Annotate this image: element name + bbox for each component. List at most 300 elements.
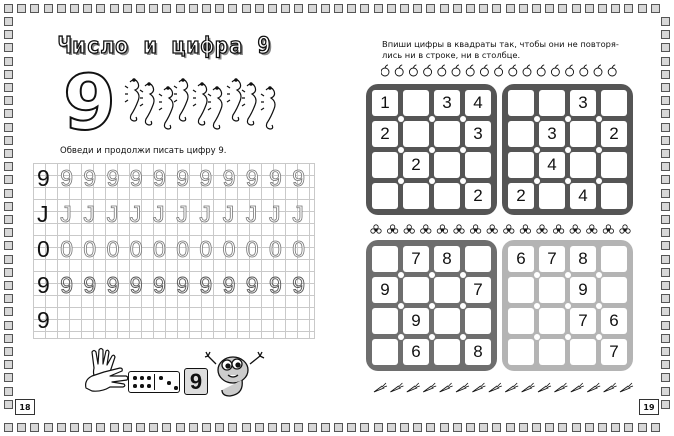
frame-square bbox=[413, 4, 422, 13]
trace-digit: 9 bbox=[60, 165, 73, 191]
grid-dot bbox=[460, 272, 466, 278]
trace-digit: J bbox=[153, 201, 165, 227]
frame-square bbox=[228, 423, 237, 432]
sudoku-grid-1 bbox=[366, 84, 497, 215]
sudoku-grid-2 bbox=[502, 84, 633, 215]
right-instruction: Впиши цифры в квадраты так, чтобы они не повторя-лись ни в строке, ни в столбце. bbox=[382, 39, 619, 60]
frame-square bbox=[4, 228, 13, 237]
sudoku-cell[interactable] bbox=[465, 246, 491, 272]
trace-digit: J bbox=[222, 201, 235, 227]
grid-dot bbox=[596, 178, 602, 184]
grid-dot bbox=[596, 116, 602, 122]
frame-square bbox=[4, 334, 13, 343]
frame-square bbox=[661, 17, 670, 26]
sudoku-cell[interactable] bbox=[508, 152, 534, 178]
frame-square bbox=[321, 423, 330, 432]
sudoku-cell[interactable] bbox=[403, 277, 429, 303]
sudoku-cell[interactable] bbox=[465, 152, 491, 178]
sudoku-cell[interactable] bbox=[508, 277, 534, 303]
sudoku-cell[interactable] bbox=[539, 339, 565, 365]
frame-square bbox=[426, 4, 435, 13]
frame-square bbox=[661, 334, 670, 343]
trace-digit: 9 bbox=[176, 165, 189, 191]
frame-square bbox=[123, 4, 132, 13]
frame-square bbox=[532, 4, 541, 13]
frame-square bbox=[661, 162, 670, 171]
trace-digit: 9 bbox=[60, 272, 73, 298]
grid-dot bbox=[534, 116, 540, 122]
trace-digit: 9 bbox=[222, 272, 236, 298]
grid-dot bbox=[398, 178, 404, 184]
carrot-icons bbox=[368, 382, 636, 394]
frame-square bbox=[4, 321, 13, 330]
frame-square bbox=[651, 423, 660, 432]
frame-square bbox=[661, 136, 670, 145]
frame-square bbox=[661, 321, 670, 330]
trace-digit: 9 bbox=[222, 165, 236, 191]
grid-dot bbox=[398, 147, 404, 153]
frame-square bbox=[4, 70, 13, 79]
frame-square bbox=[661, 347, 670, 356]
frame-square bbox=[4, 347, 13, 356]
flower-icons bbox=[368, 224, 636, 236]
frame-square bbox=[70, 4, 79, 13]
trace-digit: 9 bbox=[176, 272, 189, 298]
trace-digit: 9 bbox=[106, 165, 120, 191]
frame-square bbox=[661, 387, 670, 396]
grid-dot bbox=[565, 147, 571, 153]
trace-digit: J bbox=[176, 201, 188, 227]
grid-dot bbox=[565, 272, 571, 278]
frame-square bbox=[360, 4, 369, 13]
trace-digit: 0 bbox=[176, 236, 189, 262]
frame-square bbox=[70, 423, 79, 432]
sudoku-cell[interactable] bbox=[372, 339, 398, 365]
frame-square bbox=[17, 4, 26, 13]
grid-dot bbox=[429, 334, 435, 340]
frame-square bbox=[598, 4, 607, 13]
frame-square bbox=[334, 4, 343, 13]
grid-dot bbox=[460, 147, 466, 153]
frame-square bbox=[4, 109, 13, 118]
frame-square bbox=[17, 423, 26, 432]
trace-digit: 9 bbox=[245, 272, 259, 298]
trace-digit: 0 bbox=[199, 236, 213, 262]
trace-digit: 9 bbox=[129, 165, 143, 191]
grid-dot bbox=[398, 303, 404, 309]
frame-square bbox=[661, 373, 670, 382]
frame-square bbox=[413, 423, 422, 432]
frame-square bbox=[4, 189, 13, 198]
sudoku-cell[interactable] bbox=[539, 308, 565, 334]
frame-square bbox=[255, 4, 264, 13]
sudoku-cell[interactable] bbox=[601, 277, 627, 303]
frame-square bbox=[136, 423, 145, 432]
hands-icon bbox=[82, 346, 132, 394]
frame-square bbox=[611, 423, 620, 432]
frame-square bbox=[149, 4, 158, 13]
grid-dot bbox=[460, 116, 466, 122]
trace-digit: 9 bbox=[199, 165, 213, 191]
trace-digit: 0 bbox=[292, 236, 305, 262]
frame-square bbox=[651, 4, 660, 13]
frame-square bbox=[572, 4, 581, 13]
frame-square bbox=[400, 423, 409, 432]
sudoku-cell[interactable]: 7 bbox=[570, 308, 596, 334]
trace-digit: 0 bbox=[106, 236, 120, 262]
nine-card: 9 bbox=[184, 368, 208, 395]
trace-digit: 9 bbox=[199, 272, 213, 298]
sudoku-cell[interactable]: 8 bbox=[570, 246, 596, 272]
grid-dot bbox=[460, 178, 466, 184]
seahorse-icons bbox=[120, 76, 280, 134]
grid-dot bbox=[398, 116, 404, 122]
frame-square bbox=[400, 4, 409, 13]
frame-square bbox=[661, 202, 670, 211]
grid-dot bbox=[596, 147, 602, 153]
sudoku-grid-3 bbox=[366, 240, 497, 371]
trace-digit: J bbox=[60, 201, 72, 227]
frame-square bbox=[4, 149, 13, 158]
sudoku-cell[interactable] bbox=[434, 308, 460, 334]
apple-icons bbox=[381, 64, 621, 78]
sudoku-cell[interactable] bbox=[508, 90, 534, 116]
frame-square bbox=[96, 4, 105, 13]
sudoku-cell[interactable] bbox=[601, 90, 627, 116]
sudoku-cell[interactable]: 3 bbox=[570, 90, 596, 116]
frame-square bbox=[347, 4, 356, 13]
frame-square bbox=[4, 281, 13, 290]
frame-square bbox=[545, 4, 554, 13]
sudoku-cell[interactable] bbox=[372, 183, 398, 209]
frame-square bbox=[4, 136, 13, 145]
frame-square bbox=[572, 423, 581, 432]
sudoku-cell[interactable] bbox=[434, 277, 460, 303]
sudoku-cell[interactable]: 3 bbox=[539, 121, 565, 147]
sudoku-cell[interactable] bbox=[539, 90, 565, 116]
writing-grid bbox=[33, 163, 315, 339]
sudoku-cell[interactable]: 7 bbox=[465, 277, 491, 303]
frame-square bbox=[242, 423, 251, 432]
frame-square bbox=[661, 215, 670, 224]
frame-square bbox=[440, 4, 449, 13]
frame-square bbox=[453, 423, 462, 432]
frame-square bbox=[110, 4, 119, 13]
grid-dot bbox=[534, 334, 540, 340]
frame-square bbox=[387, 4, 396, 13]
frame-square bbox=[30, 4, 39, 13]
nine-character-icon bbox=[204, 350, 268, 398]
frame-square bbox=[611, 4, 620, 13]
trace-digit: J bbox=[83, 201, 95, 227]
frame-square bbox=[624, 423, 633, 432]
grid-dot bbox=[398, 334, 404, 340]
frame-square bbox=[215, 423, 224, 432]
frame-square bbox=[255, 423, 264, 432]
frame-square bbox=[479, 4, 488, 13]
frame-square bbox=[661, 294, 670, 303]
frame-square bbox=[374, 423, 383, 432]
sudoku-cell[interactable] bbox=[539, 183, 565, 209]
grid-dot bbox=[460, 334, 466, 340]
grid-dot bbox=[565, 116, 571, 122]
frame-square bbox=[4, 202, 13, 211]
frame-square bbox=[4, 241, 13, 250]
sudoku-cell[interactable] bbox=[465, 308, 491, 334]
frame-square bbox=[4, 423, 13, 432]
frame-square bbox=[661, 400, 670, 409]
sudoku-cell[interactable]: 2 bbox=[465, 183, 491, 209]
frame-square bbox=[4, 30, 13, 39]
frame-square bbox=[519, 423, 528, 432]
frame-square bbox=[4, 17, 13, 26]
frame-square bbox=[334, 423, 343, 432]
frame-square bbox=[123, 423, 132, 432]
sudoku-cell[interactable] bbox=[434, 183, 460, 209]
sudoku-cell[interactable] bbox=[508, 339, 534, 365]
frame-square bbox=[4, 255, 13, 264]
frame-square bbox=[4, 175, 13, 184]
frame-square bbox=[4, 57, 13, 66]
sudoku-cell[interactable] bbox=[434, 152, 460, 178]
trace-digit: 0 bbox=[269, 236, 282, 262]
frame-square bbox=[136, 4, 145, 13]
frame-square bbox=[661, 109, 670, 118]
frame-square bbox=[532, 423, 541, 432]
page-number-right: 19 bbox=[639, 399, 659, 415]
frame-square bbox=[44, 423, 53, 432]
trace-digit: 0 bbox=[245, 236, 259, 262]
sudoku-cell[interactable]: 4 bbox=[539, 152, 565, 178]
frame-square bbox=[57, 423, 66, 432]
sudoku-cell[interactable] bbox=[601, 246, 627, 272]
trace-digit: 9 bbox=[37, 165, 50, 191]
frame-square bbox=[228, 4, 237, 13]
frame-square bbox=[162, 4, 171, 13]
sudoku-cell[interactable] bbox=[508, 308, 534, 334]
grid-dot bbox=[429, 303, 435, 309]
grid-dot bbox=[565, 178, 571, 184]
sudoku-cell[interactable]: 2 bbox=[372, 121, 398, 147]
frame-square bbox=[661, 228, 670, 237]
grid-dot bbox=[534, 178, 540, 184]
frame-square bbox=[4, 387, 13, 396]
trace-digit: 9 bbox=[153, 165, 166, 191]
sudoku-grid-4 bbox=[502, 240, 633, 371]
frame-square bbox=[661, 307, 670, 316]
frame-square bbox=[189, 423, 198, 432]
sudoku-cell[interactable]: 2 bbox=[601, 121, 627, 147]
frame-square bbox=[661, 255, 670, 264]
sudoku-cell[interactable]: 8 bbox=[434, 246, 460, 272]
frame-square bbox=[638, 4, 647, 13]
sudoku-cell[interactable]: 3 bbox=[434, 90, 460, 116]
sudoku-cell[interactable]: 3 bbox=[465, 121, 491, 147]
sudoku-cell[interactable]: 9 bbox=[403, 308, 429, 334]
trace-digit: 9 bbox=[269, 165, 282, 191]
sudoku-cell[interactable]: 6 bbox=[403, 339, 429, 365]
trace-digit: J bbox=[269, 201, 281, 227]
trace-digit: 9 bbox=[83, 272, 97, 298]
frame-square bbox=[321, 4, 330, 13]
frame-square bbox=[149, 423, 158, 432]
trace-digit: J bbox=[292, 201, 304, 227]
frame-square bbox=[440, 423, 449, 432]
grid-dot bbox=[429, 272, 435, 278]
trace-digit: 9 bbox=[106, 272, 120, 298]
frame-square bbox=[4, 360, 13, 369]
sudoku-cell[interactable]: 2 bbox=[403, 152, 429, 178]
grid-dot bbox=[565, 334, 571, 340]
sudoku-cell[interactable] bbox=[508, 121, 534, 147]
frame-square bbox=[44, 4, 53, 13]
grid-dot bbox=[596, 334, 602, 340]
sudoku-cell[interactable] bbox=[434, 339, 460, 365]
grid-dot bbox=[565, 303, 571, 309]
frame-square bbox=[308, 423, 317, 432]
frame-square bbox=[83, 4, 92, 13]
frame-square bbox=[661, 57, 670, 66]
sudoku-cell[interactable]: 4 bbox=[465, 90, 491, 116]
frame-square bbox=[162, 423, 171, 432]
frame-square bbox=[585, 4, 594, 13]
frame-square bbox=[661, 268, 670, 277]
domino-card bbox=[128, 371, 180, 393]
grid-dot bbox=[596, 272, 602, 278]
sudoku-cell[interactable]: 6 bbox=[508, 246, 534, 272]
sudoku-cell[interactable] bbox=[434, 121, 460, 147]
frame-square bbox=[242, 4, 251, 13]
big-digit-nine: 9 bbox=[63, 58, 116, 147]
frame-square bbox=[466, 423, 475, 432]
trace-digit: J bbox=[37, 201, 49, 227]
frame-square bbox=[176, 423, 185, 432]
frame-square bbox=[624, 4, 633, 13]
sudoku-cell[interactable] bbox=[570, 339, 596, 365]
frame-square bbox=[215, 4, 224, 13]
frame-square bbox=[661, 175, 670, 184]
frame-square bbox=[466, 4, 475, 13]
frame-square bbox=[202, 4, 211, 13]
frame-square bbox=[558, 4, 567, 13]
frame-square bbox=[96, 423, 105, 432]
frame-square bbox=[4, 294, 13, 303]
grid-dot bbox=[534, 147, 540, 153]
sudoku-cell[interactable] bbox=[372, 308, 398, 334]
frame-square bbox=[57, 4, 66, 13]
sudoku-cell[interactable]: 7 bbox=[601, 339, 627, 365]
trace-digit: 0 bbox=[153, 236, 166, 262]
sudoku-cell[interactable]: 6 bbox=[601, 308, 627, 334]
sudoku-cell[interactable]: 7 bbox=[539, 246, 565, 272]
frame-square bbox=[4, 400, 13, 409]
trace-digit: J bbox=[245, 201, 258, 227]
sudoku-cell[interactable] bbox=[403, 121, 429, 147]
trace-digit: 9 bbox=[153, 272, 166, 298]
frame-square bbox=[83, 423, 92, 432]
sudoku-cell[interactable] bbox=[403, 90, 429, 116]
trace-digit: 9 bbox=[37, 272, 50, 298]
frame-square bbox=[4, 373, 13, 382]
frame-square bbox=[661, 281, 670, 290]
frame-square bbox=[661, 241, 670, 250]
frame-square bbox=[492, 4, 501, 13]
frame-square bbox=[308, 4, 317, 13]
frame-square bbox=[506, 4, 515, 13]
frame-square bbox=[4, 123, 13, 132]
trace-digit: 9 bbox=[269, 272, 282, 298]
frame-square bbox=[4, 4, 13, 13]
grid-dot bbox=[460, 303, 466, 309]
frame-square bbox=[585, 423, 594, 432]
trace-digit: 0 bbox=[60, 236, 73, 262]
sudoku-cell[interactable]: 9 bbox=[372, 277, 398, 303]
sudoku-cell[interactable] bbox=[372, 152, 398, 178]
grid-dot bbox=[429, 178, 435, 184]
frame-square bbox=[30, 423, 39, 432]
page-number-left: 18 bbox=[15, 399, 35, 415]
frame-square bbox=[110, 423, 119, 432]
trace-digit: J bbox=[199, 201, 211, 227]
sudoku-cell[interactable]: 9 bbox=[570, 277, 596, 303]
sudoku-cell[interactable]: 7 bbox=[403, 246, 429, 272]
frame-square bbox=[281, 4, 290, 13]
frame-square bbox=[661, 70, 670, 79]
trace-digit: 0 bbox=[37, 236, 50, 262]
sudoku-cell[interactable] bbox=[601, 152, 627, 178]
sudoku-cell[interactable]: 2 bbox=[508, 183, 534, 209]
frame-square bbox=[453, 4, 462, 13]
frame-square bbox=[638, 423, 647, 432]
trace-digit: 9 bbox=[292, 272, 305, 298]
sudoku-cell[interactable]: 1 bbox=[372, 90, 398, 116]
sudoku-cell[interactable] bbox=[570, 152, 596, 178]
frame-square bbox=[558, 423, 567, 432]
sudoku-cell[interactable] bbox=[372, 246, 398, 272]
sudoku-cell[interactable]: 8 bbox=[465, 339, 491, 365]
frame-square bbox=[492, 423, 501, 432]
frame-square bbox=[176, 4, 185, 13]
frame-square bbox=[281, 423, 290, 432]
trace-digit: 9 bbox=[37, 307, 50, 333]
sudoku-cell[interactable] bbox=[601, 183, 627, 209]
frame-square bbox=[661, 149, 670, 158]
sudoku-cell[interactable] bbox=[570, 121, 596, 147]
sudoku-cell[interactable]: 4 bbox=[570, 183, 596, 209]
frame-square bbox=[189, 4, 198, 13]
frame-square bbox=[360, 423, 369, 432]
frame-square bbox=[506, 423, 515, 432]
frame-square bbox=[661, 360, 670, 369]
frame-square bbox=[4, 307, 13, 316]
frame-square bbox=[661, 83, 670, 92]
grid-dot bbox=[429, 147, 435, 153]
trace-digit: 9 bbox=[245, 165, 259, 191]
trace-digit: J bbox=[106, 201, 119, 227]
frame-square bbox=[294, 4, 303, 13]
sudoku-cell[interactable] bbox=[539, 277, 565, 303]
frame-square bbox=[4, 162, 13, 171]
frame-square bbox=[545, 423, 554, 432]
frame-square bbox=[4, 268, 13, 277]
sudoku-cell[interactable] bbox=[403, 183, 429, 209]
frame-square bbox=[598, 423, 607, 432]
trace-digit: 9 bbox=[83, 165, 97, 191]
grid-dot bbox=[429, 116, 435, 122]
frame-square bbox=[661, 189, 670, 198]
frame-square bbox=[202, 423, 211, 432]
page-title: Число и цифра 9 bbox=[58, 34, 272, 59]
